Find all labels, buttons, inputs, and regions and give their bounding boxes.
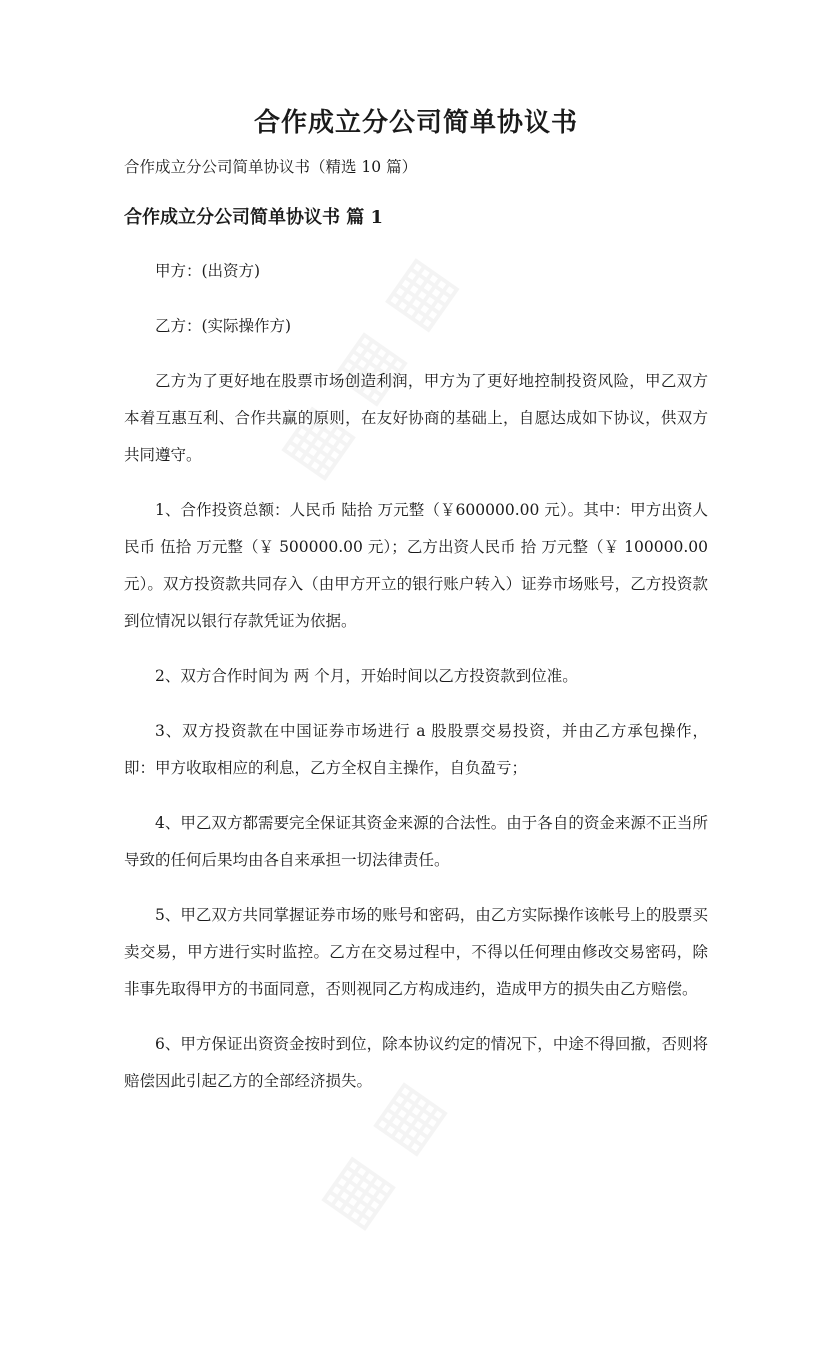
party-a-line: 甲方：(出资方) — [155, 262, 261, 280]
section-heading: 合作成立分公司简单协议书 篇 1 — [124, 207, 384, 228]
document-title: 合作成立分公司简单协议书 — [253, 108, 578, 138]
clause-6: 6、甲方保证出资资金按时到位，除本协议约定的情况下，中途不得回撤，否则将赔偿因此引起乙方的全部经济损失。 — [124, 1035, 708, 1090]
clause-1: 1、合作投资总额：人民币 陆拾 万元整（￥600000.00 元）。其中：甲方出资人民币 伍拾 万元整（￥ 500000.00 元）；乙方出资人民币 拾 万元整（￥ 100000.00 元）。双方投资款共同存入（由甲方开立的银行账户转入）证券市场账号，乙方投资款到位情况以银行存款凭证为依据。 — [124, 501, 708, 630]
clause-2: 2、双方合作时间为 两 个月，开始时间以乙方投资款到位准。 — [155, 667, 578, 685]
clause-4: 4、甲乙双方都需要完全保证其资金来源的合法性。由于各自的资金来源不正当所导致的任何后果均由各自来承担一切法律责任。 — [124, 814, 708, 869]
clause-3: 3、双方投资款在中国证券市场进行 a 股股票交易投资，并由乙方承包操作，即：甲方收取相应的利息，乙方全权自主操作，自负盈亏； — [124, 722, 708, 777]
clause-5: 5、甲乙双方共同掌握证券市场的账号和密码，由乙方实际操作该帐号上的股票买卖交易，甲方进行实时监控。乙方在交易过程中，不得以任何理由修改交易密码，除非事先取得甲方的书面同意，否则视同乙方构成违约，造成甲方的损失由乙方赔偿。 — [124, 906, 708, 998]
party-b-line: 乙方：(实际操作方) — [155, 317, 292, 335]
document-subtitle: 合作成立分公司简单协议书（精选 10 篇） — [124, 158, 418, 176]
preamble-paragraph: 乙方为了更好地在股票市场创造利润，甲方为了更好地控制投资风险，甲乙双方本着互惠互利、合作共赢的原则，在友好协商的基础上，自愿达成如下协议，供双方共同遵守。 — [124, 372, 708, 464]
